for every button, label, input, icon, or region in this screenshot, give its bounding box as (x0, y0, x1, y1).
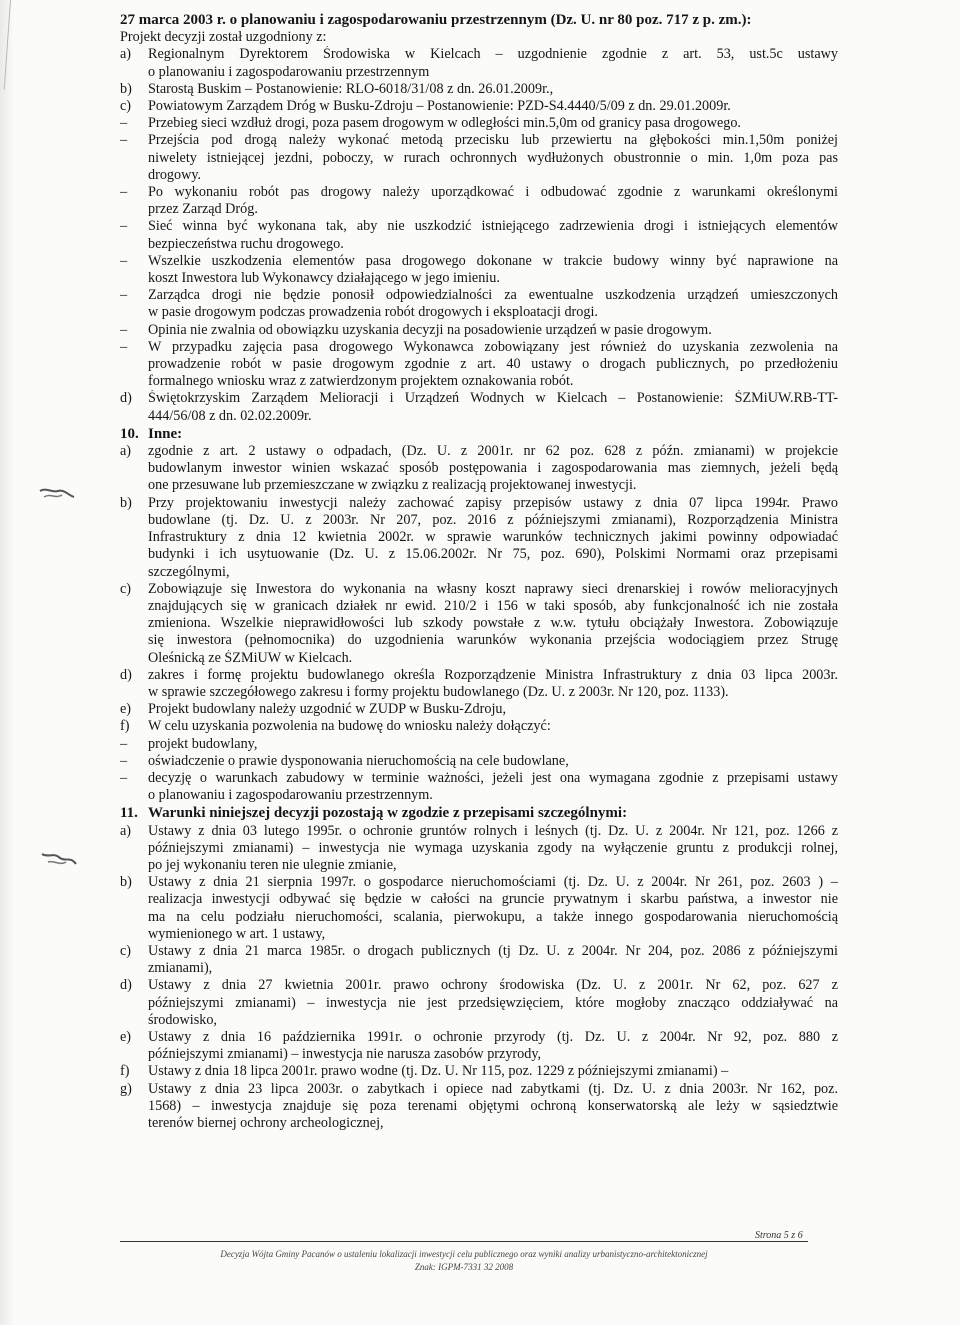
list-item (120, 753, 838, 770)
text-line: wymienionego w art. 1 ustawy, (148, 925, 326, 942)
text-line: terenów biernej ochrony archeologicznej, (148, 1115, 384, 1131)
list-marker: a) (120, 46, 132, 63)
list-marker: – (120, 287, 128, 304)
list-item (120, 81, 838, 98)
list-item-text (148, 770, 838, 804)
text-line: w pasie drogowym podczas prowadzenia robót drogowych i eksploatacji drogi. (148, 304, 598, 321)
text-line: Ustawy z dnia 21 sierpnia 1997r. o gospodarce nieruchomościami (tj. Dz. U. z 2004r. Nr 261, poz. 2603 ) – (148, 874, 838, 891)
list-marker: – (120, 115, 128, 132)
section-10-number: 10. (120, 425, 139, 442)
list-item-text (148, 443, 838, 495)
text-line: W celu uzyskania pozwolenia na budowę do wniosku należy dołączyć: (148, 718, 551, 735)
list-item-text (148, 718, 838, 735)
text-line: projekt budowlany, (148, 735, 258, 752)
text-line: zmieniona. Wszelkie nieprawidłowości lub szkody powstałe z w.w. tytułu obciążały Inwestora. Zobowiązuje (148, 615, 838, 632)
footer-divider (120, 1241, 808, 1242)
text-line: Przejścia pod drogą należy wykonać metodą przecisku lub przewiertu na głębokości min.1,50m poniżej (148, 132, 838, 149)
list-marker: b) (120, 80, 132, 97)
text-line: po jej wykonaniu teren nie ulegnie zmianie, (148, 856, 397, 873)
list-item-text (148, 81, 838, 98)
text-line: późniejszymi zmianami) – inwestycja nie jest przedsięwzięciem, które mogłoby znacząco oddziaływać na (148, 994, 838, 1011)
text-line: Zobowiązuje się Inwestora do wykonania na własny koszt naprawy sieci drenarskiej i rowów melioracyjnych (148, 580, 838, 597)
list-item (120, 132, 838, 184)
text-line: formalnego wniosku wraz z zatwierdzonym projektem oznakowania robót. (148, 373, 574, 390)
list-item-text (148, 943, 838, 977)
list-item-text (148, 115, 838, 132)
text-line: Świętokrzyskim Zarządem Melioracji i Urządzeń Wodnych w Kielcach – Postanowienie: ŚZMiUW.RB-TT- (148, 390, 838, 407)
text-line: one przesuwane lub przemieszczane w związku z realizacją projektowanej inwestycji. (148, 477, 637, 494)
list-item (120, 339, 838, 391)
text-line: Przy projektowaniu inwestycji należy zachować zapisy przepisów ustawy z dnia 07 lipca 1994r. Prawo (148, 494, 838, 511)
text-line: Zarządca drogi nie będzie ponosił odpowiedzialności za ewentualne uszkodzenia urządzeń umieszczonych (148, 287, 838, 304)
ink-mark-icon (38, 483, 78, 505)
text-line: koszt Inwestora lub Wykonawcy działającego w jego imieniu. (148, 270, 500, 287)
list-marker: – (120, 769, 128, 786)
list-marker: g) (120, 1080, 132, 1097)
list-item (120, 736, 838, 753)
list-item-text (148, 667, 838, 701)
text-line: realizacja inwestycji odbywać się będzie w całości na gruncie prywatnym i skarbu państwa, a inwestor nie (148, 891, 838, 908)
text-line: Ustawy z dnia 18 lipca 2001r. prawo wodne (tj. Dz. U. Nr 115, poz. 1229 z późniejszymi zmianami) – (148, 1063, 729, 1080)
list-marker: c) (120, 580, 132, 597)
list-item-text (148, 1081, 838, 1133)
text-line: Ustawy z dnia 23 lipca 2003r. o zabytkach i opiece nad zabytkami (tj. Dz. U. z dnia 2003r. Nr 162, poz. (148, 1080, 838, 1097)
text-line: decyzję o warunkach zabudowy w terminie ważności, jeżeli jest ona wymagana zgodnie z przepisami ustawy (148, 769, 838, 786)
footer-reference: Znak: IGPM-7331 32 2008 (414, 1262, 514, 1272)
text-line: zakres i formę projektu budowlanego określa Rozporządzenie Ministra Infrastruktury z dnia 03 lipca 2003r. (148, 666, 838, 683)
list-marker: a) (120, 822, 132, 839)
list-item (120, 1081, 838, 1133)
text-line: Projekt budowlany należy uzgodnić w ZUDP w Busku-Zdroju, (148, 701, 507, 718)
list-item (120, 1063, 838, 1080)
text-line: Oleśnicką ze ŚZMiUW w Kielcach. (148, 649, 353, 666)
list-item (120, 943, 838, 977)
text-line: późniejszymi zmianami) – inwestycja nie narusza zasobów przyrody, (148, 1046, 542, 1063)
list-marker: – (120, 752, 128, 769)
list-item (120, 770, 838, 804)
text-line: W przypadku zajęcia pasa drogowego Wykonawca zobowiązany jest również do uzyskania zezwolenia na (148, 338, 838, 355)
list-item (120, 581, 838, 667)
header-line: 27 marca 2003 r. o planowaniu i zagospodarowaniu przestrzennym (Dz. U. nr 80 poz. 717 z p. zm.): (120, 12, 752, 28)
list-item-text (148, 1063, 838, 1080)
list-item-text (148, 184, 838, 218)
text-line: Powiatowym Zarządem Dróg w Busku-Zdroju – Postanowienie: PZD-S4.4440/5/09 z dn. 29.01.2009r. (148, 98, 731, 115)
text-line: drogowy. (148, 166, 202, 183)
list-item-text (148, 132, 838, 184)
list-marker: a) (120, 443, 132, 460)
list-item (120, 287, 838, 321)
text-line: niwelety istniejącej jezdni, poboczy, w rurach ochronnych wydłużonych obustronnie o min. 1,0m poza pas (148, 149, 838, 166)
list-item (120, 874, 838, 943)
list-item-text (148, 218, 838, 252)
list-item (120, 98, 838, 115)
list-marker: f) (120, 1063, 130, 1080)
text-line: 444/56/08 z dn. 02.02.2009r. (148, 407, 312, 424)
section-10-title: Inne: (148, 425, 183, 442)
document-body (120, 12, 838, 1132)
text-line: budowlanym inwestor winien wskazać sposób postępowania i zagospodarowania mas ziemnych, jeżeli będą (148, 460, 838, 477)
list-item-text (148, 322, 838, 339)
text-line: bezpieczeństwa ruchu drogowego. (148, 235, 344, 252)
section-11-heading (120, 805, 838, 822)
list-item-text (148, 977, 838, 1029)
list-item (120, 46, 838, 80)
list-item-text (148, 581, 838, 667)
list-item (120, 390, 838, 424)
list-marker: – (120, 252, 128, 269)
text-line: Starostą Buskim – Postanowienie: RLO-6018/31/08 z dn. 26.01.2009r., (148, 80, 554, 97)
list-item (120, 718, 838, 735)
footer-title: Decyzja Wójta Gminy Pacanów o ustaleniu lokalizacji inwestycji celu publicznego oraz wyniki analizy urbanistyczno-architektonicznej (220, 1249, 708, 1259)
list-item (120, 322, 838, 339)
intro-text: Projekt decyzji został uzgodniony z: (120, 29, 327, 46)
list-item (120, 218, 838, 252)
text-line: przez Zarząd Dróg. (148, 201, 258, 218)
ink-mark-icon (40, 848, 80, 870)
text-line: prowadzenie robót w pasie drogowym zgodnie z art. 40 ustawy o drogach publicznych, po przedłożeniu (148, 356, 838, 373)
list-marker: b) (120, 494, 132, 511)
text-line: Sieć winna być wykonana tak, aby nie uszkodzić istniejącego zadrzewienia drogi i istniejących elementów (148, 218, 838, 235)
list-marker: – (120, 132, 128, 149)
text-line: Ustawy z dnia 03 lutego 1995r. o ochronie gruntów rolnych i leśnych (tj. Dz. U. z 2004r. Nr 121, poz. 1266 z (148, 822, 838, 839)
text-line: się inwestora (pełnomocnika) do uzgodnienia warunków wykonania przejścia wodociągiem przez Strugę (148, 632, 838, 649)
list-marker: e) (120, 701, 132, 718)
list-item (120, 1029, 838, 1063)
agreement-d (120, 390, 838, 424)
list-item (120, 184, 838, 218)
list-marker: – (120, 218, 128, 235)
text-line: ma na celu podziału nieruchomości, scalania, pierwokupu, a także innego gospodarowania nieruchomością (148, 908, 838, 925)
section-10-list (120, 443, 838, 804)
road-conditions-list (120, 115, 838, 390)
list-item-text (148, 1029, 838, 1063)
text-line: budowlane (tj. Dz. U. z 2003r. Nr 207, poz. 2016 z późniejszymi zmianami), Rozporządzenia Ministra (148, 511, 838, 528)
list-item (120, 495, 838, 581)
list-item-text (148, 495, 838, 581)
text-line: Regionalnym Dyrektorem Środowiska w Kielcach – uzgodnienie zgodnie z art. 53, ust.5c ustawy (148, 46, 838, 63)
list-item-text (148, 823, 838, 875)
text-line: zmianami), (148, 960, 213, 977)
text-line: zgodnie z art. 2 ustawy o odpadach, (Dz. U. z 2001r. nr 62 poz. 628 z późn. zmianami) w projekcie (148, 443, 838, 460)
section-11-title: Warunki niniejszej decyzji pozostają w zgodzie z przepisami szczególnymi: (148, 805, 628, 822)
list-item-text (148, 390, 838, 424)
text-line: późniejszymi zmianami) – inwestycja nie wymaga uzyskania zgody na wyłączenie gruntu z produkcji rolnej, (148, 839, 838, 856)
text-line: Ustawy z dnia 21 marca 1985r. o drogach publicznych (tj Dz. U. z 2004r. Nr 204, poz. 2086 z późniejszymi (148, 942, 838, 959)
list-item (120, 667, 838, 701)
list-marker: d) (120, 977, 132, 994)
list-item-text (148, 701, 838, 718)
list-marker: – (120, 338, 128, 355)
text-line: oświadczenie o prawie dysponowania nieruchomością na cele budowlane, (148, 752, 569, 769)
list-marker: e) (120, 1028, 132, 1045)
text-line: Wszelkie uszkodzenia elementów pasa drogowego dokonane w trakcie budowy winny być naprawione na (148, 252, 838, 269)
text-line: 1568) – inwestycja znajduje się poza terenami objętymi ochroną konserwatorską ale leży w sąsiedztwie (148, 1097, 838, 1114)
list-item-text (148, 874, 838, 943)
list-item (120, 115, 838, 132)
list-marker: c) (120, 98, 132, 115)
list-item-text (148, 98, 838, 115)
list-item-text (148, 253, 838, 287)
text-line: szczególnymi, (148, 563, 230, 580)
text-line: o planowaniu i zagospodarowaniu przestrzennym (148, 63, 430, 80)
list-marker: d) (120, 666, 132, 683)
list-item-text (148, 753, 838, 770)
text-line: Przebieg sieci wzdłuż drogi, poza pasem drogowym w odległości min.5,0m od granicy pasa drogowego. (148, 115, 741, 132)
list-marker: c) (120, 942, 132, 959)
text-line: o planowaniu i zagospodarowaniu przestrzennym. (148, 787, 433, 804)
list-item-text (148, 339, 838, 391)
section-10-heading (120, 426, 838, 443)
list-item-text (148, 46, 838, 80)
list-marker: – (120, 735, 128, 752)
list-item (120, 701, 838, 718)
list-marker: – (120, 184, 128, 201)
list-marker: f) (120, 718, 130, 735)
section-11-list (120, 823, 838, 1133)
list-item-text (148, 736, 838, 753)
text-line: Po wykonaniu robót pas drogowy należy uporządkować i odbudować zgodnie z warunkami określonymi (148, 184, 838, 201)
text-line: znajdujących się w granicach działek nr ewid. 210/2 i 156 w taki sposób, aby funkcjonalność ich nie została (148, 597, 838, 614)
scan-edge (0, 0, 14, 1325)
list-item-text (148, 287, 838, 321)
list-item (120, 443, 838, 495)
text-line: Opinia nie zwalnia od obowiązku uzyskania decyzji na posadowienie urządzeń w pasie drogowym. (148, 321, 712, 338)
text-line: budynki i ich usytuowanie (Dz. U. z 15.06.2002r. Nr 75, poz. 690), Polskimi Normami oraz przepisami (148, 546, 838, 563)
list-marker: – (120, 321, 128, 338)
list-item (120, 253, 838, 287)
text-line: Ustawy z dnia 16 października 1991r. o ochronie przyrody (tj. Dz. U. z 2004r. Nr 92, poz. 880 z (148, 1028, 838, 1045)
text-line: środowisko, (148, 1011, 217, 1028)
list-item (120, 823, 838, 875)
text-line: Ustawy z dnia 27 kwietnia 2001r. prawo ochrony środowiska (Dz. U. z 2001r. Nr 62, poz. 627 z (148, 977, 838, 994)
agreements-list (120, 46, 838, 115)
list-item (120, 977, 838, 1029)
text-line: Infrastruktury z dnia 12 kwietnia 2002r. w sprawie warunków technicznych jakimi powinny odpowiadać (148, 529, 838, 546)
page-number: Strona 5 z 6 (755, 1230, 803, 1241)
section-11-number: 11. (120, 805, 138, 822)
text-line: w sprawie szczegółowego zakresu i formy projektu budowlanego (Dz. U. z 2003r. Nr 120, poz. 1133). (148, 683, 729, 700)
list-marker: b) (120, 874, 132, 891)
list-marker: d) (120, 390, 132, 407)
